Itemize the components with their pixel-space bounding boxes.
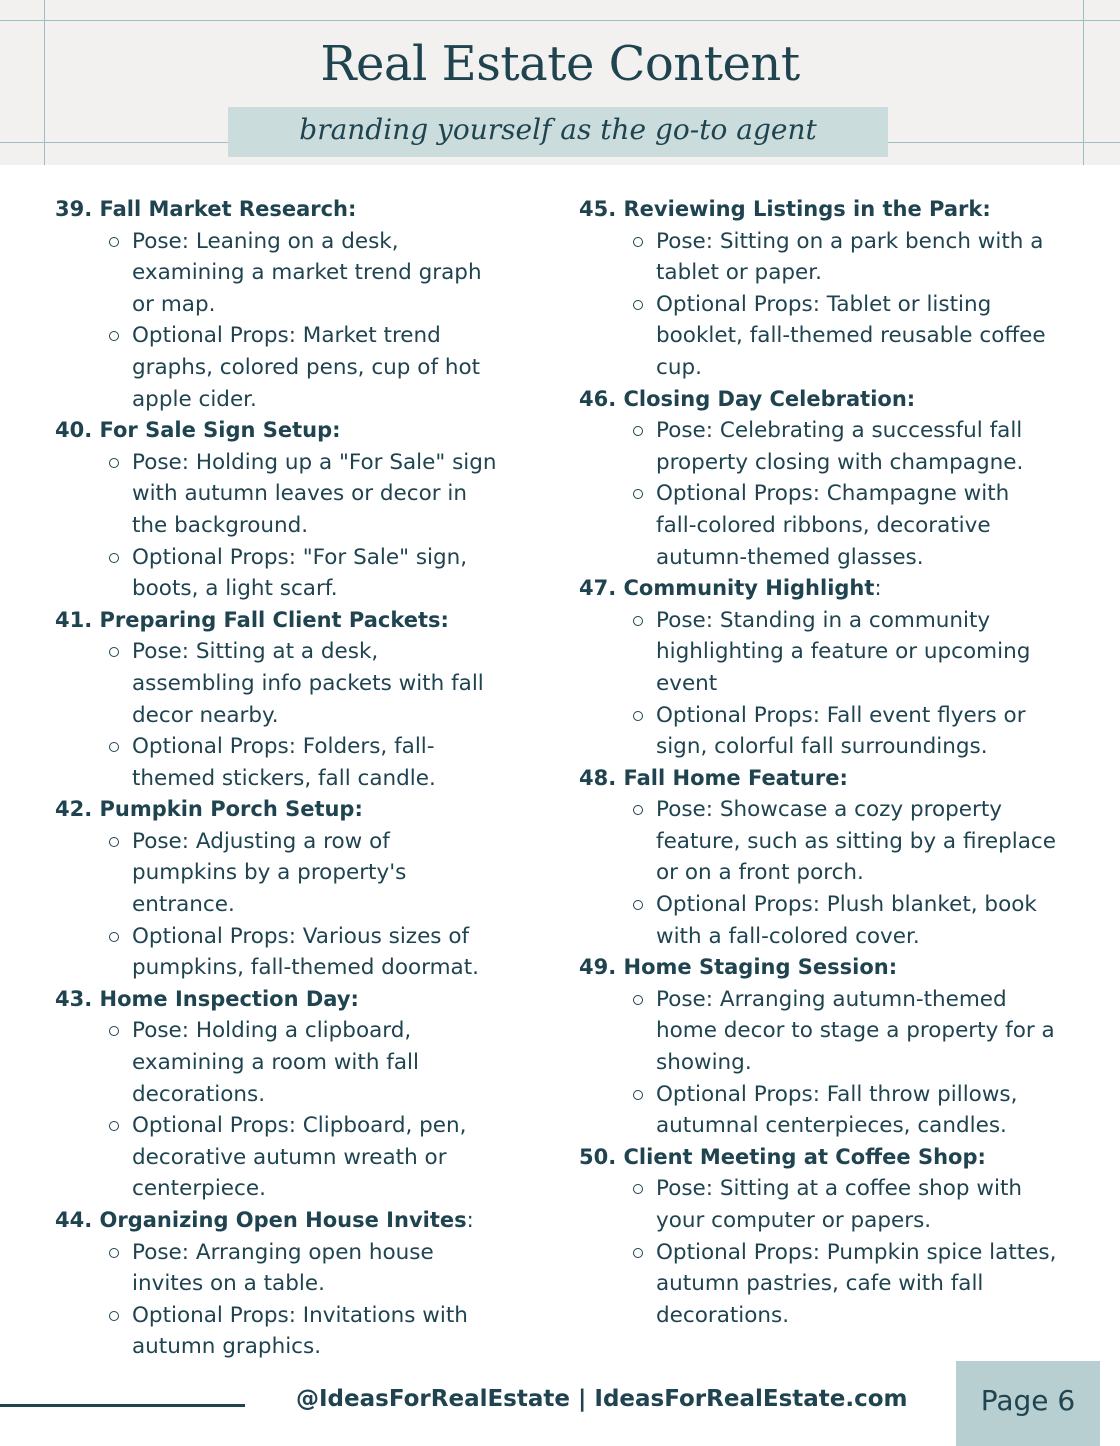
- bullet-list: [579, 794, 1099, 952]
- bullet-item: [579, 605, 1099, 700]
- bullet-line: feature, such as sitting by a fireplace: [656, 828, 1056, 854]
- bullet-list: [55, 1237, 525, 1363]
- section-title: [55, 984, 525, 1016]
- circle-bullet-icon: [633, 711, 643, 721]
- bullet-line: Pose: Sitting at a desk,: [132, 639, 379, 665]
- bullet-item: [579, 289, 1099, 384]
- circle-bullet-icon: [633, 426, 643, 436]
- bullet-item: [579, 984, 1099, 1079]
- bullet-line: property closing with champagne.: [656, 449, 1024, 475]
- circle-bullet-icon: [633, 995, 643, 1005]
- bullet-line: autumnal centerpieces, candles.: [656, 1113, 1007, 1139]
- circle-bullet-icon: [109, 837, 119, 847]
- bullet-item: [55, 1015, 525, 1110]
- bullet-line: Pose: Celebrating a successful fall: [656, 418, 1023, 444]
- section-title: [579, 952, 1099, 984]
- bullet-item: [579, 1237, 1099, 1332]
- bullet-item: [55, 636, 525, 731]
- bullet-item: [55, 1110, 525, 1205]
- page-title: Real Estate Content: [320, 36, 800, 92]
- bullet-line: Optional Props: Plush blanket, book: [656, 892, 1037, 918]
- bullet-line: Pose: Standing in a community: [656, 607, 991, 633]
- circle-bullet-icon: [633, 805, 643, 815]
- bullet-line: Optional Props: Folders, fall-: [132, 734, 435, 760]
- bullet-line: Optional Props: Champagne with: [656, 481, 1010, 507]
- circle-bullet-icon: [109, 1121, 119, 1131]
- bullet-line: Pose: Adjusting a row of: [132, 828, 390, 854]
- section-title: [579, 763, 1099, 795]
- bullet-item: [55, 226, 525, 321]
- section-title: [579, 573, 1099, 605]
- bullet-line: Pose: Leaning on a desk,: [132, 228, 399, 254]
- bullet-line: invites on a table.: [132, 1271, 325, 1297]
- circle-bullet-icon: [109, 742, 119, 752]
- section-title-text: 50. Client Meeting at Coffee Shop:: [579, 1144, 986, 1169]
- bullet-list: [579, 415, 1099, 573]
- circle-bullet-icon: [633, 616, 643, 626]
- section-title-text: 41. Preparing Fall Client Packets:: [55, 607, 449, 632]
- bullet-line: or on a front porch.: [656, 860, 864, 886]
- bullet-item: [579, 889, 1099, 952]
- bullet-line: autumn pastries, cafe with fall: [656, 1271, 984, 1297]
- bullet-line: fall-colored ribbons, decorative: [656, 512, 991, 538]
- bullet-line: assembling info packets with fall: [132, 670, 484, 696]
- section-title-text: 49. Home Staging Session:: [579, 955, 898, 980]
- circle-bullet-icon: [633, 1184, 643, 1194]
- circle-bullet-icon: [633, 1248, 643, 1258]
- bullet-line: with autumn leaves or decor in: [132, 481, 468, 507]
- bullet-line: Pose: Arranging autumn-themed: [656, 986, 1007, 1012]
- circle-bullet-icon: [109, 1026, 119, 1036]
- bullet-line: with a fall-colored cover.: [656, 923, 920, 949]
- bullet-line: Pose: Holding up a "For Sale" sign: [132, 449, 497, 475]
- bullet-line: Pose: Sitting on a park bench with a: [656, 228, 1044, 254]
- bullet-line: Pose: Holding a clipboard,: [132, 1018, 412, 1044]
- bullet-item: [55, 320, 525, 415]
- bullet-line: Optional Props: "For Sale" sign,: [132, 544, 468, 570]
- bullet-line: centerpiece.: [132, 1176, 266, 1202]
- section-title-text: 44. Organizing Open House Invites: [55, 1208, 467, 1232]
- footer-social-links: @IdeasForRealEstate | IdeasForRealEstate.com: [296, 1386, 908, 1412]
- circle-bullet-icon: [109, 647, 119, 657]
- circle-bullet-icon: [633, 300, 643, 310]
- bullet-line: Optional Props: Invitations with: [132, 1302, 468, 1328]
- bullet-list: [579, 984, 1099, 1142]
- section-title: [579, 1142, 1099, 1174]
- bullet-line: tablet or paper.: [656, 260, 822, 286]
- bullet-line: sign, colorful fall surroundings.: [656, 734, 988, 760]
- section-title: [55, 794, 525, 826]
- bullet-line: themed stickers, fall candle.: [132, 765, 436, 791]
- section-title-text: 39. Fall Market Research:: [55, 197, 357, 221]
- section-title: [579, 384, 1099, 416]
- page-subtitle: branding yourself as the go-to agent: [299, 113, 817, 146]
- bullet-line: event: [656, 670, 718, 696]
- bullet-line: Optional Props: Pumpkin spice lattes,: [656, 1239, 1057, 1265]
- section-title: [55, 194, 525, 226]
- bullet-line: graphs, colored pens, cup of hot: [132, 354, 481, 380]
- section-title-text: 48. Fall Home Feature:: [579, 765, 848, 790]
- bullet-line: autumn-themed glasses.: [656, 544, 924, 570]
- bullet-line: your computer or papers.: [656, 1208, 932, 1233]
- bullet-item: [579, 700, 1099, 763]
- circle-bullet-icon: [633, 489, 643, 499]
- page-header: [0, 0, 1120, 165]
- bullet-line: Pose: Sitting at a coffee shop with: [656, 1176, 1023, 1202]
- circle-bullet-icon: [109, 1311, 119, 1321]
- bullet-item: [55, 921, 525, 984]
- circle-bullet-icon: [109, 1248, 119, 1258]
- circle-bullet-icon: [109, 237, 119, 247]
- section-title: [55, 415, 525, 447]
- bullet-line: Optional Props: Various sizes of: [132, 923, 470, 949]
- circle-bullet-icon: [109, 553, 119, 563]
- bullet-list: [55, 447, 525, 605]
- bullet-item: [579, 794, 1099, 889]
- bullet-line: showing.: [656, 1050, 752, 1076]
- section-title: [55, 1205, 525, 1237]
- bullet-item: [579, 226, 1099, 289]
- bullet-item: [55, 447, 525, 542]
- bullet-item: [55, 731, 525, 794]
- decorative-horizontal-line: [0, 20, 1120, 21]
- bullet-line: home decor to stage a property for a: [656, 1018, 1055, 1044]
- bullet-item: [55, 826, 525, 921]
- bullet-line: boots, a light scarf.: [132, 576, 338, 602]
- bullet-line: examining a room with fall: [132, 1050, 419, 1076]
- circle-bullet-icon: [633, 1090, 643, 1100]
- circle-bullet-icon: [109, 458, 119, 468]
- bullet-line: entrance.: [132, 892, 235, 918]
- bullet-line: Optional Props: Clipboard, pen,: [132, 1113, 467, 1139]
- bullet-line: examining a market trend graph: [132, 260, 482, 286]
- bullet-line: cup.: [656, 354, 702, 380]
- bullet-line: decorations.: [656, 1302, 790, 1328]
- section-title-text: 42. Pumpkin Porch Setup:: [55, 797, 363, 822]
- bullet-item: [579, 1079, 1099, 1142]
- bullet-list: [55, 826, 525, 984]
- bullet-item: [55, 1300, 525, 1363]
- section-title: [579, 194, 1099, 226]
- section-title: [55, 605, 525, 637]
- bullet-item: [579, 1173, 1099, 1236]
- circle-bullet-icon: [633, 900, 643, 910]
- bullet-line: Optional Props: Fall event flyers or: [656, 702, 1026, 728]
- bullet-list: [579, 605, 1099, 763]
- section-title-suffix: :: [874, 576, 882, 601]
- bullet-line: booklet, fall-themed reusable coffee: [656, 323, 1046, 349]
- circle-bullet-icon: [109, 932, 119, 942]
- circle-bullet-icon: [109, 331, 119, 341]
- bullet-item: [579, 478, 1099, 573]
- bullet-line: apple cider.: [132, 386, 257, 412]
- bullet-item: [579, 415, 1099, 478]
- bullet-item: [55, 542, 525, 605]
- section-title-text: 46. Closing Day Celebration:: [579, 386, 916, 411]
- bullet-item: [55, 1237, 525, 1300]
- bullet-line: decorative autumn wreath or: [132, 1144, 447, 1170]
- section-title-text: 47. Community Highlight: [579, 576, 875, 601]
- bullet-list: [55, 226, 525, 416]
- bullet-list: [55, 1015, 525, 1205]
- section-title-text: 43. Home Inspection Day:: [55, 986, 359, 1011]
- right-column: [579, 194, 1099, 1331]
- circle-bullet-icon: [633, 237, 643, 247]
- bullet-line: autumn graphics.: [132, 1334, 322, 1360]
- bullet-line: decor nearby.: [132, 702, 279, 728]
- bullet-list: [579, 226, 1099, 384]
- footer-divider: [0, 1404, 245, 1407]
- bullet-line: highlighting a feature or upcoming: [656, 639, 1031, 665]
- bullet-line: pumpkins by a property's: [132, 860, 407, 886]
- bullet-line: Optional Props: Market trend: [132, 323, 441, 349]
- section-title-text: 45. Reviewing Listings in the Park:: [579, 197, 991, 221]
- bullet-line: or map.: [132, 291, 216, 317]
- bullet-line: Optional Props: Tablet or listing: [656, 291, 992, 317]
- bullet-line: the background.: [132, 512, 309, 538]
- section-title-suffix: :: [466, 1208, 474, 1232]
- bullet-list: [55, 636, 525, 794]
- section-title-text: 40. For Sale Sign Setup:: [55, 418, 341, 443]
- bullet-line: decorations.: [132, 1081, 266, 1107]
- bullet-list: [579, 1173, 1099, 1331]
- bullet-line: pumpkins, fall-themed doormat.: [132, 955, 479, 981]
- left-column: [55, 194, 525, 1363]
- bullet-line: Pose: Showcase a cozy property: [656, 797, 1002, 823]
- page-number: Page 6: [980, 1384, 1076, 1417]
- bullet-line: Pose: Arranging open house: [132, 1239, 434, 1265]
- bullet-line: Optional Props: Fall throw pillows,: [656, 1081, 1018, 1107]
